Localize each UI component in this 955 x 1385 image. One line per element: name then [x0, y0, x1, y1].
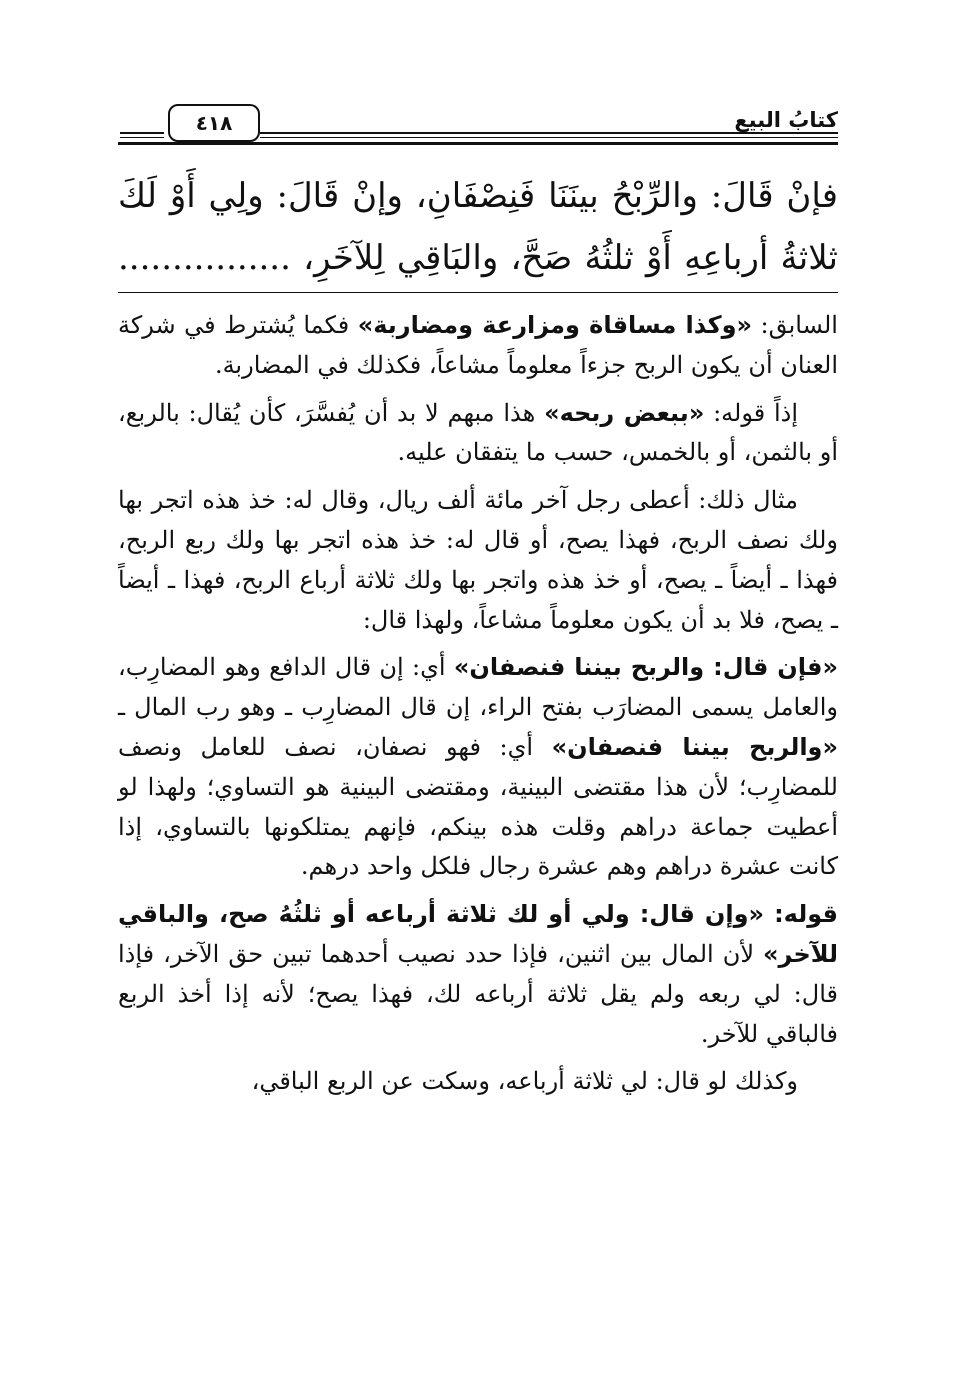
p5-quote: «وإن قال: ولي أو لك ثلاثة أرباعه أو ثلثُهُ صح، والباقي للآخر»	[118, 900, 838, 968]
p4-text-b: أي: إن قال الدافع وهو المضارِب، والعامل يسمى المضارَب بفتح الراء، إن قال المضارِب ـ وهو رب المال ـ	[118, 653, 838, 722]
p5-label: قوله:	[764, 900, 838, 929]
header-rule-right-thin	[260, 137, 838, 138]
matn-text	[118, 165, 838, 289]
p4-text-d: أي: فهو نصفان، نصف للعامل ونصف للمضارِب؛ لأن هذا مقتضى البينية، ومقتضى البينية هو التساوي؛ ولهذا لو أعطيت جماعة دراهم وقلت هذه بينكم، فإنهم يمتلكونها بالتساوي، إذا كانت عشرة دراهم وهم عشرة رجال فلكل واحد درهم.	[118, 732, 838, 881]
matn-line-1: فإنْ قَالَ: والرِّبْحُ بينَنَا فَنِصْفَانِ، وإنْ قَالَ: ولِي أَوْ لَكَ	[118, 176, 838, 216]
header-rule-left	[120, 132, 164, 134]
header-rule-full	[118, 142, 838, 145]
p2-text-a: إذاً قوله:	[704, 398, 798, 427]
header-rule-left-thin	[120, 137, 164, 138]
matn-separator	[118, 292, 838, 293]
matn-line-2: ثلاثةُ أرباعِهِ أَوْ ثلثُهُ صَحَّ، والبَاقِي لِلآخَرِ، ................	[118, 238, 838, 278]
p1-quote: «وكذا مساقاة ومزارعة ومضاربة»	[357, 311, 753, 339]
sharh-paragraph-4	[118, 648, 838, 887]
p1-text-c: فكما يُشترط في شركة العنان أن يكون الربح جزءاً معلوماً مشاعاً، فكذلك في المضاربة.	[118, 311, 838, 379]
sharh-text	[118, 306, 838, 1110]
sharh-paragraph-1	[118, 306, 838, 386]
p1-text-a: السابق:	[752, 311, 838, 339]
sharh-paragraph-3: مثال ذلك: أعطى رجل آخر مائة ألف ريال، وقال له: خذ هذه اتجر بها ولك نصف الربح، فهذا يصح، أو قال له: خذ هذه اتجر بها ولك ربع الربح، فهذا ـ أيضاً ـ يصح، أو خذ هذه واتجر بها ولك ثلاثة أرباع الربح، فهذا ـ أيضاً ـ يصح، فلا بد أن يكون معلوماً مشاعاً، ولهذا قال:	[118, 486, 838, 634]
p4-quote-2: «والربح بيننا فنصفان»	[551, 732, 838, 761]
sharh-paragraph-6: وكذلك لو قال: لي ثلاثة أرباعه، وسكت عن الربع الباقي،	[251, 1067, 798, 1096]
p2-quote: «ببعض ربحه»	[544, 398, 705, 427]
page-header	[118, 104, 838, 148]
p5-text-c: لأن المال بين اثنين، فإذا حدد نصيب أحدهما تبين حق الآخر، فإذا قال: لي ربعه ولم يقل ثلاثة أرباعه لك، فهذا يصح؛ لأنه إذا أخذ الربع فالباقي للآخر.	[118, 939, 838, 1048]
sharh-paragraph-5	[118, 895, 838, 1054]
sharh-paragraph-2	[118, 394, 838, 474]
p4-quote-1: «فإن قال: والربح بيننا فنصفان»	[453, 653, 839, 682]
header-rule-right	[260, 132, 838, 134]
page-number: ٤١٨	[168, 104, 260, 142]
p2-text-c: هذا مبهم لا بد أن يُفسَّرَ، كأن يُقال: بالربع، أو بالثمن، أو بالخمس، حسب ما يتفقان عليه.	[118, 398, 838, 467]
book-title: كتابُ البيع	[734, 108, 838, 132]
